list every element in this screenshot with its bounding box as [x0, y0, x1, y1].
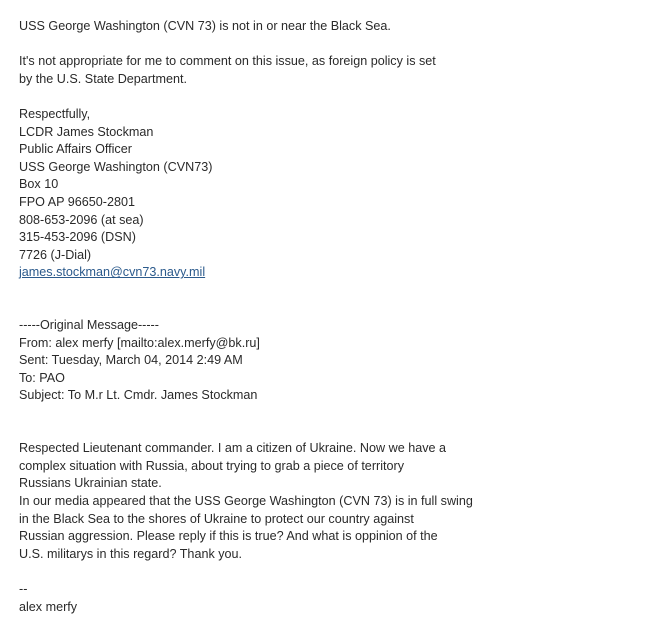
- header-sent: Sent: Tuesday, March 04, 2014 2:49 AM: [19, 353, 243, 368]
- sender-signature: alex merfy: [19, 599, 78, 614]
- body-line: In our media appeared that the USS George Washington (CVN 73) is in full swing: [19, 494, 473, 509]
- blank-line: [19, 405, 473, 423]
- body-line: in the Black Sea to the shores of Ukraine to protect our country against: [19, 511, 414, 526]
- body-line: U.S. militarys in this regard? Thank you.: [19, 546, 243, 561]
- blank-line: [19, 300, 473, 318]
- email-link[interactable]: james.stockman@cvn73.navy.mil: [19, 265, 206, 280]
- signature-line: Respectfully,: [19, 106, 91, 121]
- signature-line: Box 10: [19, 177, 59, 192]
- blank-line: [19, 282, 473, 300]
- blank-line: [19, 563, 473, 581]
- signature-phone: 7726 (J-Dial): [19, 247, 92, 262]
- reply-line: by the U.S. State Department.: [19, 71, 187, 86]
- body-line: Respected Lieutenant commander. I am a citizen of Ukraine. Now we have a: [19, 441, 447, 456]
- header-from: From: alex merfy [mailto:alex.merfy@bk.ru]: [19, 335, 260, 350]
- header-subject: Subject: To M.r Lt. Cmdr. James Stockman: [19, 388, 258, 403]
- signature-title: Public Affairs Officer: [19, 142, 132, 157]
- signature-phone: 315-453-2096 (DSN): [19, 230, 136, 245]
- signature-phone: 808-653-2096 (at sea): [19, 212, 144, 227]
- body-line: complex situation with Russia, about trying to grab a piece of territory: [19, 458, 404, 473]
- signature-dash: --: [19, 582, 28, 596]
- original-message-separator: -----Original Message-----: [19, 318, 159, 333]
- blank-line: [19, 88, 473, 106]
- signature-line: FPO AP 96650-2801: [19, 194, 135, 209]
- blank-line: [19, 423, 473, 441]
- blank-line: [19, 36, 473, 54]
- body-line: Russian aggression. Please reply if this is true? And what is oppinion of the: [19, 529, 438, 544]
- reply-line: USS George Washington (CVN 73) is not in or near the Black Sea.: [19, 19, 391, 33]
- signature-name: LCDR James Stockman: [19, 124, 154, 139]
- body-line: Russians Ukrainian state.: [19, 476, 162, 491]
- reply-line: It's not appropriate for me to comment on this issue, as foreign policy is set: [19, 54, 436, 69]
- email-document: [19, 18, 473, 616]
- header-to: To: PAO: [19, 370, 65, 385]
- signature-line: USS George Washington (CVN73): [19, 159, 213, 174]
